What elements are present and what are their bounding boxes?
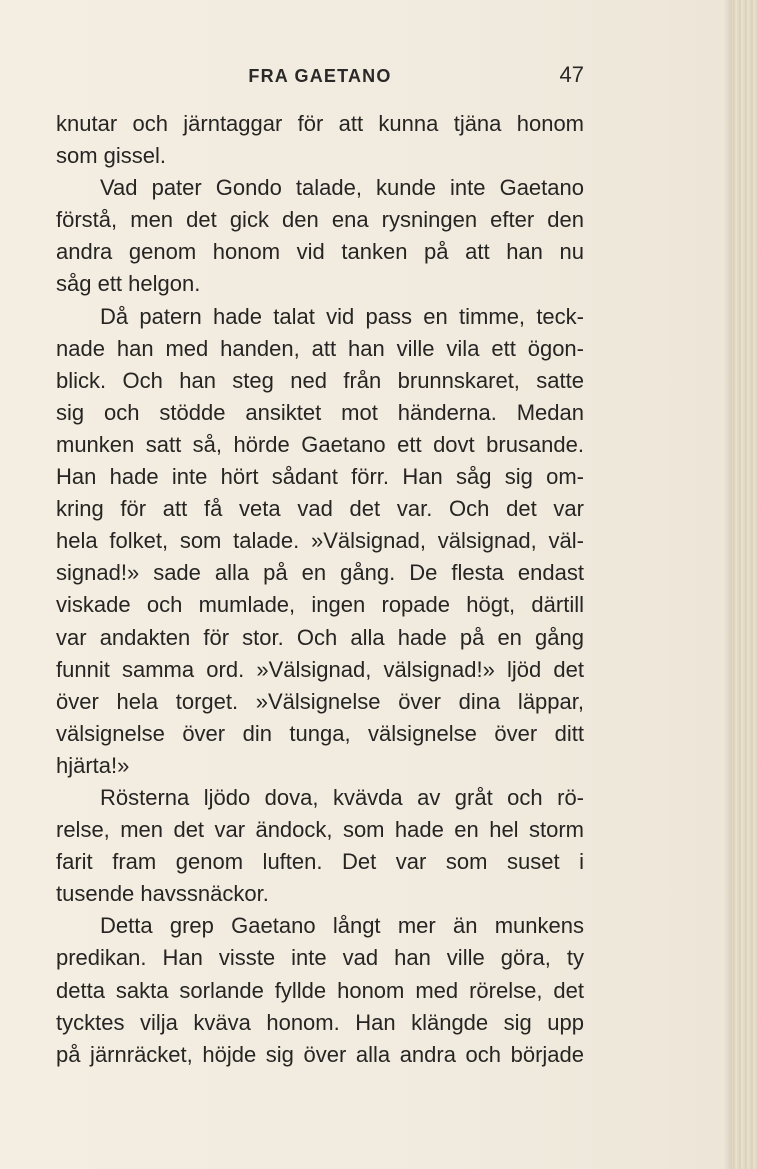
page-edge (732, 0, 758, 1169)
text-line: knutar och järntaggar för att kunna tjäna honom (56, 111, 584, 136)
text-line: nade han med handen, att han ville vila ett ögon- (56, 335, 584, 361)
text-line: Detta grep Gaetano långt mer än munkens (100, 913, 584, 939)
text-line: Vad pater Gondo talade, kunde inte Gaetano (100, 175, 584, 201)
text-line: såg ett helgon. (56, 271, 201, 297)
text-line: förstå, men det gick den ena rysningen efter den (56, 207, 584, 233)
text-line: välsignelse över din tunga, välsignelse över ditt (56, 720, 584, 746)
page-header (56, 62, 584, 92)
text-line: som gissel. (56, 143, 167, 169)
running-title: FRA GAETANO (248, 66, 392, 86)
text-line: signad!» sade alla på en gång. De flesta endast (56, 560, 584, 586)
page-gutter-shadow (724, 0, 732, 1169)
text-line: munken satt så, hörde Gaetano ett dovt brusande. (56, 431, 584, 457)
text-line: sig och stödde ansiktet mot händerna. Medan (56, 399, 584, 425)
text-line: viskade och mumlade, ingen ropade högt, därtill (56, 592, 584, 618)
text-line: predikan. Han visste inte vad han ville göra, ty (56, 945, 584, 971)
text-line: tycktes vilja kväva honom. Han klängde sig upp (56, 1009, 584, 1035)
text-line: på järnräcket, höjde sig över alla andra och började (56, 1041, 584, 1067)
text-line: detta sakta sorlande fyllde honom med rörelse, det (56, 977, 584, 1003)
text-line: funnit samma ord. »Välsignad, välsignad!» ljöd det (56, 656, 584, 682)
text-line: Då patern hade talat vid pass en timme, teck- (100, 303, 584, 329)
text-line: hjärta!» (56, 752, 130, 778)
text-line: Han hade inte hört sådant förr. Han såg sig om- (56, 464, 584, 490)
text-line: var andakten för stor. Och alla hade på en gång (56, 624, 584, 650)
text-line: hela folket, som talade. »Välsignad, välsignad, väl- (56, 528, 584, 554)
text-line: tusende havssnäckor. (56, 881, 269, 907)
text-line: kring för att få veta vad det var. Och det var (56, 496, 584, 522)
text-line: Rösterna ljödo dova, kvävda av gråt och rö- (100, 784, 584, 810)
text-line: över hela torget. »Välsignelse över dina läppar, (56, 688, 584, 714)
body-text (56, 108, 584, 1071)
text-line: andra genom honom vid tanken på att han nu (56, 239, 584, 265)
text-line: blick. Och han steg ned från brunnskaret, satte (56, 367, 584, 393)
text-line: relse, men det var ändock, som hade en hel storm (56, 817, 584, 843)
text-line: farit fram genom luften. Det var som suset i (56, 849, 584, 875)
page-number: 47 (559, 62, 584, 87)
